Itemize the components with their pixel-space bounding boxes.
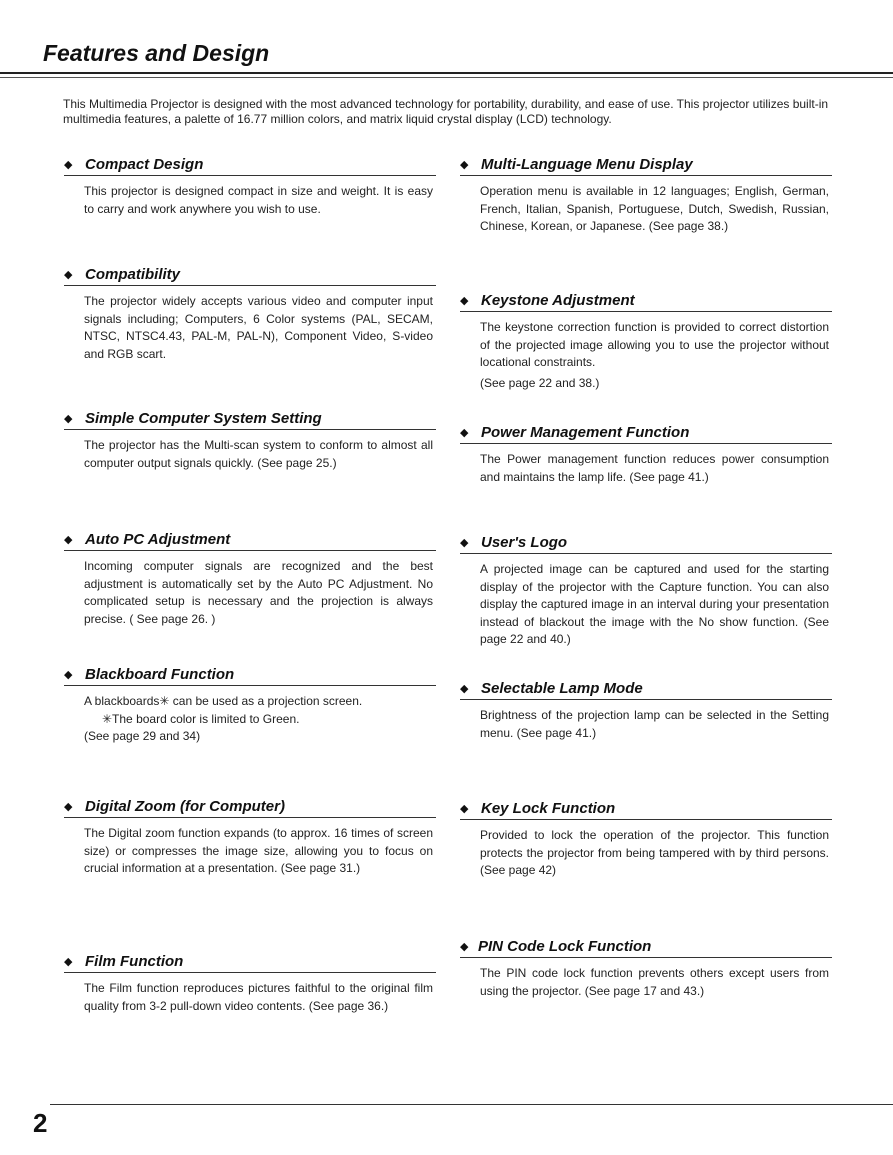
- feature-text: The Film function reproduces pictures faithful to the original film quality from 3-2 pull-down video contents. (See page 36.): [84, 981, 433, 1013]
- diamond-bullet-icon: ◆: [64, 956, 73, 968]
- title-rule-thin: [0, 77, 893, 78]
- feature-title: Power Management Function: [481, 424, 690, 441]
- feature-text: Brightness of the projection lamp can be selected in the Setting menu. (See page 41.): [480, 708, 829, 740]
- feature-description: [84, 558, 433, 628]
- feature-heading: [460, 533, 832, 554]
- feature-title: Key Lock Function: [481, 800, 616, 817]
- feature-compatibility: [64, 265, 436, 363]
- feature-title: Film Function: [85, 953, 184, 970]
- footer-rule: [50, 1104, 893, 1105]
- feature-title: Auto PC Adjustment: [85, 531, 231, 548]
- feature-heading: [64, 530, 436, 551]
- feature-description: [480, 319, 829, 392]
- feature-description: [84, 183, 433, 218]
- feature-text: A blackboards✳ can be used as a projection screen.: [84, 694, 363, 708]
- page-title: Features and Design: [43, 40, 270, 66]
- diamond-bullet-icon: ◆: [64, 534, 73, 546]
- feature-heading: [460, 799, 832, 820]
- feature-description: [480, 451, 829, 486]
- feature-text: The projector has the Multi-scan system to conform to almost all computer output signals quickly. (See page 25.): [84, 438, 433, 470]
- feature-heading: [460, 679, 832, 700]
- intro-paragraph: This Multimedia Projector is designed with the most advanced technology for portability, durability, and ease of use. This projector utilizes built-in multimedia features, a palette of 16.77 million colors, and matrix liquid crystal display (LCD) technology.: [63, 97, 829, 126]
- feature-description: [84, 980, 433, 1015]
- feature-heading: [64, 952, 436, 973]
- feature-text: Incoming computer signals are recognized and the best adjustment is automatically set by the Auto PC Adjustment. No complicated setup is necessary and the projection is always precise. ( See page 26. ): [84, 559, 433, 626]
- feature-heading: [460, 155, 832, 176]
- feature-heading: [64, 797, 436, 818]
- diamond-bullet-icon: ◆: [460, 803, 469, 815]
- feature-auto-pc-adjustment: [64, 530, 436, 628]
- feature-description: [480, 183, 829, 236]
- feature-key-lock-function: [460, 799, 832, 880]
- feature-film-function: [64, 952, 436, 1015]
- feature-footnote: ✳The board color is limited to Green.: [102, 711, 300, 726]
- diamond-bullet-icon: ◆: [460, 537, 469, 549]
- feature-text: The keystone correction function is provided to correct distortion of the projected image allowing you to use the projector without locational constraints.: [480, 320, 829, 370]
- feature-text: The projector widely accepts various video and computer input signals including; Computers, 6 Color systems (PAL, SECAM, NTSC, NTSC4.43, PAL-M, PAL-N), Component Video, S-video and RGB scart.: [84, 294, 433, 361]
- feature-title: Selectable Lamp Mode: [481, 680, 643, 697]
- diamond-bullet-icon: ◆: [460, 941, 469, 953]
- feature-title: Blackboard Function: [85, 666, 235, 683]
- feature-title: Compact Design: [85, 156, 204, 173]
- feature-page-reference: (See page 22 and 38.): [480, 375, 600, 390]
- feature-heading: [460, 423, 832, 444]
- feature-text: Operation menu is available in 12 languages; English, German, French, Italian, Spanish, Portuguese, Dutch, Swedish, Russian, Chinese, Korean, or Japanese. (See page 38.): [480, 184, 829, 234]
- feature-page-reference: (See page 29 and 34): [84, 729, 201, 744]
- feature-text: This projector is designed compact in size and weight. It is easy to carry and work anywhere you wish to use.: [84, 184, 433, 216]
- feature-description: [480, 561, 829, 649]
- feature-text: Provided to lock the operation of the projector. This function protects the projector from being tampered with by third persons. (See page 42): [480, 828, 829, 878]
- feature-description: [84, 825, 433, 878]
- page-number: 2: [33, 1108, 48, 1138]
- feature-title: PIN Code Lock Function: [478, 938, 652, 955]
- feature-blackboard-function: [64, 665, 436, 746]
- feature-title: User's Logo: [481, 534, 568, 551]
- diamond-bullet-icon: ◆: [460, 683, 469, 695]
- feature-pin-code-lock-function: [460, 937, 832, 1000]
- feature-description: [84, 693, 433, 746]
- feature-description: [480, 965, 829, 1000]
- feature-title: Keystone Adjustment: [481, 292, 635, 309]
- feature-title: Multi-Language Menu Display: [481, 156, 693, 173]
- feature-simple-computer-system-setting: [64, 409, 436, 472]
- feature-users-logo: [460, 533, 832, 649]
- feature-text: A projected image can be captured and used for the starting display of the projector with the Capture function. You can also display the captured image in an interval during your presentation instead of blackout the image with the No show function. (See page 22 and 40.): [480, 562, 829, 647]
- feature-heading: [64, 665, 436, 686]
- diamond-bullet-icon: ◆: [64, 159, 73, 171]
- diamond-bullet-icon: ◆: [64, 413, 73, 425]
- diamond-bullet-icon: ◆: [460, 295, 469, 307]
- feature-description: [480, 827, 829, 880]
- feature-compact-design: [64, 155, 436, 218]
- feature-power-management-function: [460, 423, 832, 486]
- title-rule: [0, 72, 893, 74]
- feature-description: [84, 437, 433, 472]
- feature-digital-zoom: [64, 797, 436, 878]
- feature-text: The Digital zoom function expands (to approx. 16 times of screen size) or compresses the image size, allowing you to focus on crucial information at a presentation. (See page 31.): [84, 826, 433, 876]
- feature-title: Simple Computer System Setting: [85, 410, 322, 427]
- feature-text: The Power management function reduces power consumption and maintains the lamp life. (See page 41.): [480, 452, 829, 484]
- diamond-bullet-icon: ◆: [460, 159, 469, 171]
- diamond-bullet-icon: ◆: [64, 269, 73, 281]
- feature-heading: [64, 409, 436, 430]
- feature-description: [84, 293, 433, 363]
- diamond-bullet-icon: ◆: [64, 801, 73, 813]
- diamond-bullet-icon: ◆: [460, 427, 469, 439]
- feature-selectable-lamp-mode: [460, 679, 832, 742]
- feature-text: The PIN code lock function prevents others except users from using the projector. (See page 17 and 43.): [480, 966, 829, 998]
- feature-multi-language-menu-display: [460, 155, 832, 236]
- feature-description: [480, 707, 829, 742]
- feature-heading: [64, 265, 436, 286]
- feature-keystone-adjustment: [460, 291, 832, 392]
- diamond-bullet-icon: ◆: [64, 669, 73, 681]
- feature-title: Digital Zoom (for Computer): [85, 798, 285, 815]
- feature-heading: [460, 291, 832, 312]
- feature-heading: [64, 155, 436, 176]
- feature-title: Compatibility: [85, 266, 181, 283]
- feature-heading: [460, 937, 832, 958]
